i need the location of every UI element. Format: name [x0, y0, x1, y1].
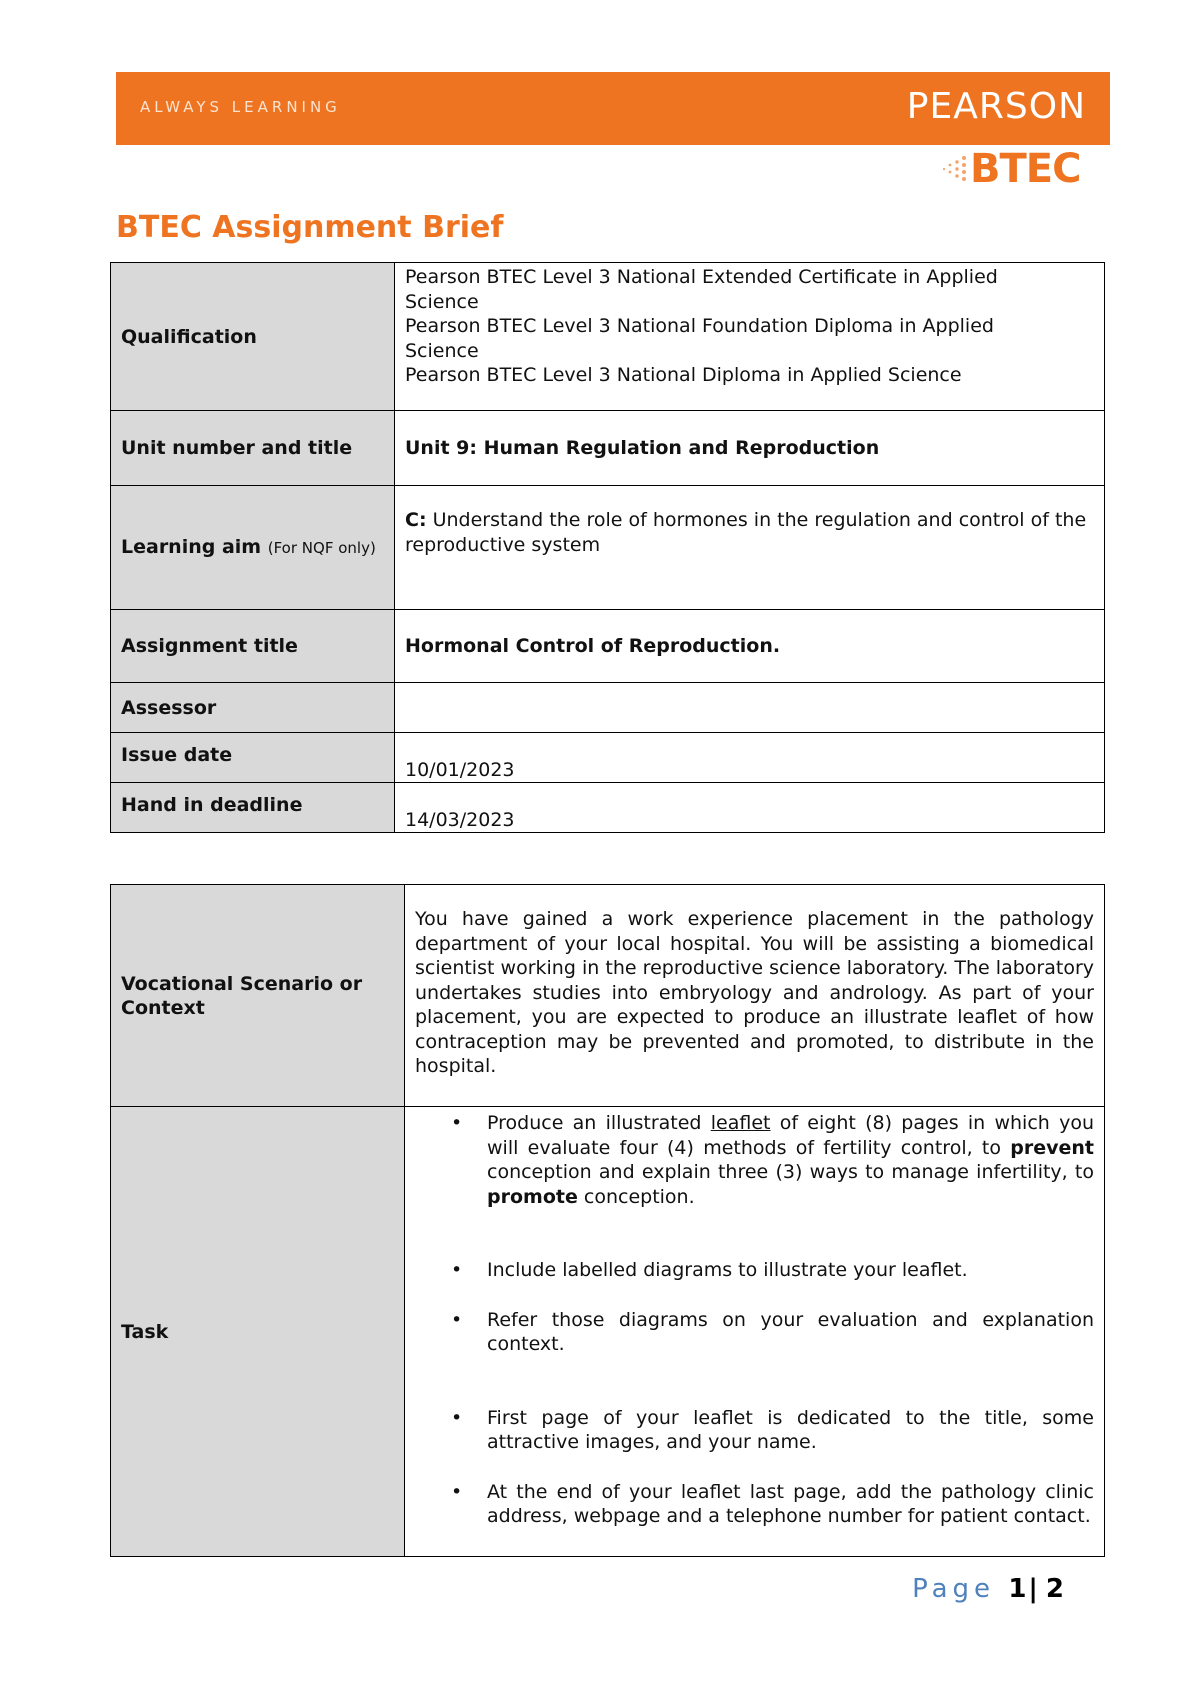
assignment-title-label: Assignment title: [111, 610, 395, 683]
page-number: [912, 1574, 1066, 1604]
details-table: [110, 262, 1105, 833]
task-item: [487, 1111, 1094, 1209]
qualification-label: Qualification: [111, 263, 395, 411]
page-title: BTEC Assignment Brief: [116, 210, 504, 245]
qualification-row: [111, 263, 1105, 411]
dots-logo-icon: [940, 150, 970, 194]
scenario-task-table: [110, 884, 1105, 1557]
leaflet-text: leaflet: [710, 1112, 771, 1134]
deadline-row: [111, 783, 1105, 833]
qualification-line: Pearson BTEC Level 3 National Foundation Diploma in Applied Science: [405, 315, 994, 362]
task-item: • At the end of your leaflet last page, add the pathology clinic address, webpage and a telephone number for patient contact.: [487, 1480, 1094, 1529]
learning-aim-text: Learning aim: [121, 536, 262, 558]
assessor-label: Assessor: [111, 683, 395, 733]
assessor-row: [111, 683, 1105, 733]
btec-wordmark: BTEC: [970, 146, 1081, 192]
assignment-title-value: Hormonal Control of Reproduction.: [395, 610, 1105, 683]
learning-aim-row: [111, 486, 1105, 610]
task-text: conception and explain three (3) ways to manage infertility, to: [487, 1161, 1094, 1183]
qualification-line: Pearson BTEC Level 3 National Extended Certificate in Applied Science: [405, 266, 998, 313]
current-page: 1: [1008, 1574, 1029, 1604]
unit-value: Unit 9: Human Regulation and Reproduction: [395, 411, 1105, 486]
task-row: [111, 1107, 1105, 1557]
task-item: • Include labelled diagrams to illustrate your leaflet.: [487, 1258, 1094, 1283]
prevent-text: prevent: [1010, 1136, 1094, 1159]
task-text: of eight (8) pages in which you will evaluate four (4) methods of fertility control, to: [487, 1112, 1094, 1159]
issue-date-label: Issue date: [111, 733, 395, 783]
task-item: • Refer those diagrams on your evaluation and explanation context.: [487, 1308, 1094, 1357]
learning-aim-description: Understand the role of hormones in the regulation and control of the reproductive system: [405, 509, 1087, 556]
task-text: conception.: [583, 1185, 695, 1208]
scenario-text: You have gained a work experience placement in the pathology department of your local hospital. You will be assisting a biomedical scientist working in the reproductive science laboratory. The laboratory undertakes studies into embryology and andrology. As part of your placement, you are expected to produce an illustrate leaflet of how contraception may be prevented and promoted, to distribute in the hospital.: [405, 885, 1105, 1107]
tagline: ALWAYS LEARNING: [140, 98, 341, 116]
pearson-logo: PEARSON: [906, 86, 1086, 127]
learning-aim-value: [395, 486, 1105, 610]
unit-label: Unit number and title: [111, 411, 395, 486]
promote-text: promote: [487, 1185, 578, 1208]
scenario-label: Vocational Scenario or Context: [111, 885, 405, 1107]
page-separator: |: [1028, 1574, 1040, 1604]
unit-row: [111, 411, 1105, 486]
task-label: Task: [111, 1107, 405, 1557]
btec-logo: [940, 146, 1090, 194]
total-pages: 2: [1045, 1574, 1066, 1604]
task-list: [415, 1111, 1094, 1529]
page-word: Page: [912, 1574, 996, 1604]
assignment-title-row: [111, 610, 1105, 683]
task-text: Produce an illustrated: [487, 1112, 702, 1134]
header-banner: [116, 72, 1110, 145]
deadline-label: Hand in deadline: [111, 783, 395, 833]
issue-date-value: 10/01/2023: [395, 733, 1105, 783]
learning-aim-note: (For NQF only): [267, 539, 376, 557]
qualification-line: Pearson BTEC Level 3 National Diploma in Applied Science: [405, 364, 962, 386]
task-item: • First page of your leaflet is dedicated to the title, some attractive images, and your name.: [487, 1406, 1094, 1455]
task-content: [405, 1107, 1105, 1557]
assessor-value: [395, 683, 1105, 733]
qualification-value: [395, 263, 1105, 411]
deadline-value: 14/03/2023: [395, 783, 1105, 833]
scenario-row: [111, 885, 1105, 1107]
learning-aim-prefix: C:: [405, 509, 427, 531]
learning-aim-label: [111, 486, 395, 610]
issue-date-row: [111, 733, 1105, 783]
